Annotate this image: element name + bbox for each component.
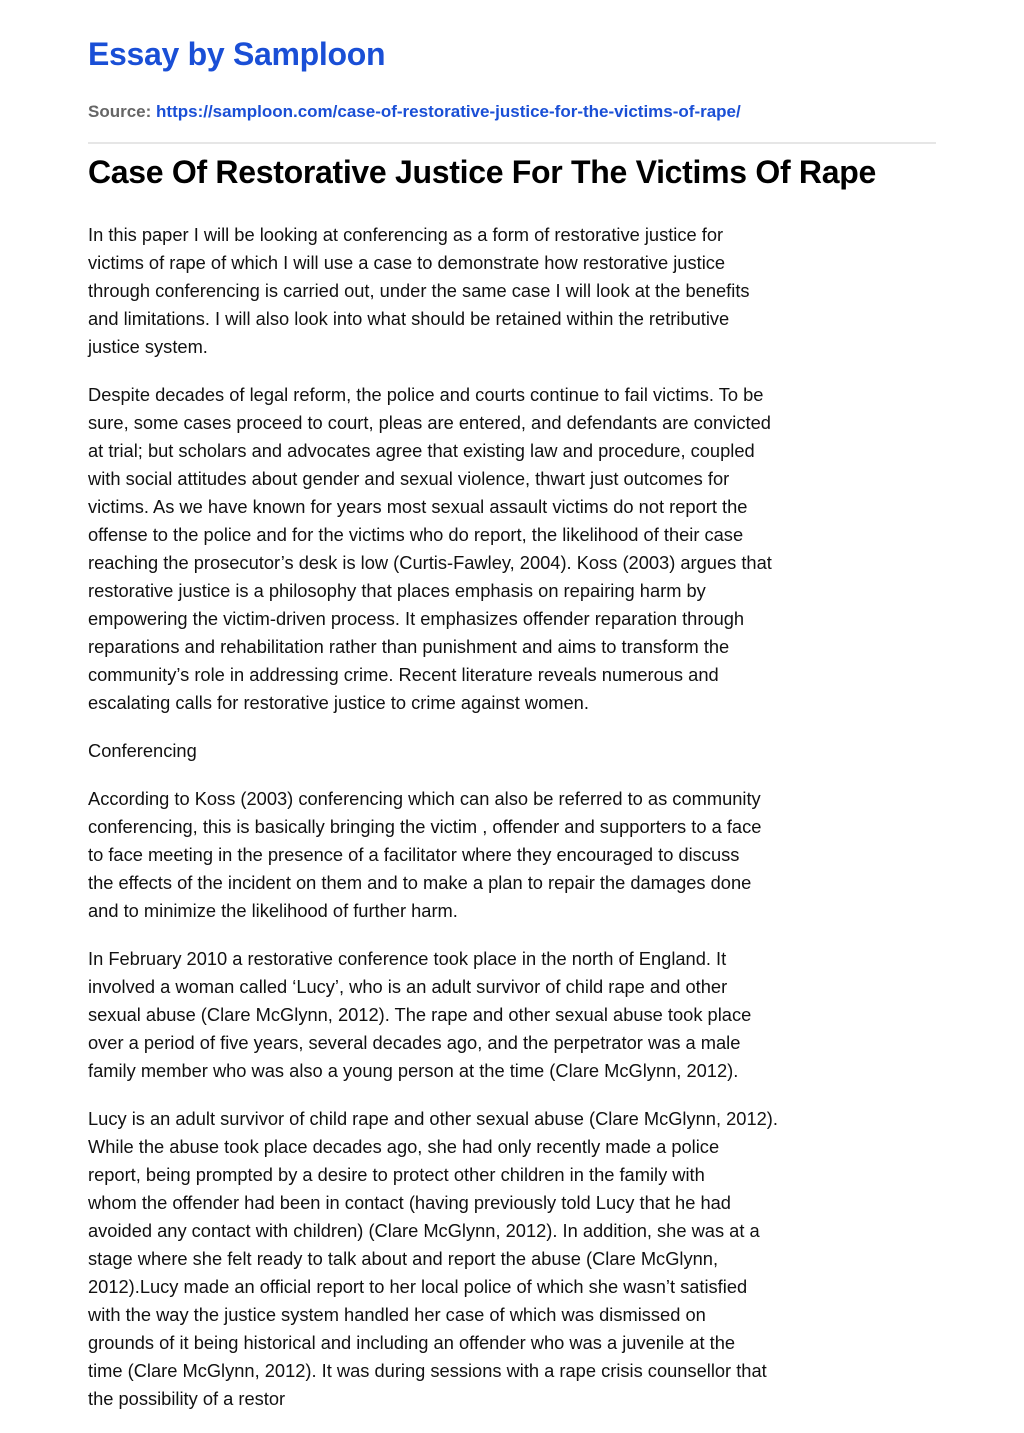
text-line: family member who was also a young person at the time (Clare McGlynn, 2012). xyxy=(88,1060,739,1081)
text-line: victims. As we have known for years most sexual assault victims do not report the xyxy=(88,496,748,517)
paragraph xyxy=(88,221,948,361)
source-line xyxy=(88,102,741,122)
paragraph xyxy=(88,381,948,717)
text-line: community’s role in addressing crime. Recent literature reveals numerous and xyxy=(88,664,719,685)
text-line: conferencing, this is basically bringing the victim , offender and supporters to a face xyxy=(88,816,762,837)
divider xyxy=(88,142,936,144)
source-label: Source: xyxy=(88,102,152,121)
text-line: Despite decades of legal reform, the police and courts continue to fail victims. To be xyxy=(88,384,764,405)
text-line: with social attitudes about gender and sexual violence, thwart just outcomes for xyxy=(88,468,730,489)
text-line: and to minimize the likelihood of further harm. xyxy=(88,900,458,921)
text-line: According to Koss (2003) conferencing which can also be referred to as community xyxy=(88,788,761,809)
text-line: to face meeting in the presence of a facilitator where they encouraged to discuss xyxy=(88,844,740,865)
section-heading xyxy=(88,737,948,765)
text-line: empowering the victim-driven process. It emphasizes offender reparation through xyxy=(88,608,745,629)
essay-body xyxy=(88,221,948,1433)
brand-title: Essay by Samploon xyxy=(88,36,386,72)
text-line: sure, some cases proceed to court, pleas are entered, and defendants are convicted xyxy=(88,412,771,433)
text-line: the effects of the incident on them and to make a plan to repair the damages done xyxy=(88,872,752,893)
text-line: sexual abuse (Clare McGlynn, 2012). The rape and other sexual abuse took place xyxy=(88,1004,752,1025)
text-line: at trial; but scholars and advocates agree that existing law and procedure, coupled xyxy=(88,440,755,461)
text-line: reparations and rehabilitation rather than punishment and aims to transform the xyxy=(88,636,730,657)
text-line: over a period of five years, several decades ago, and the perpetrator was a male xyxy=(88,1032,741,1053)
text-line: stage where she felt ready to talk about and report the abuse (Clare McGlynn, xyxy=(88,1248,719,1269)
text-line: In February 2010 a restorative conference took place in the north of England. It xyxy=(88,948,727,969)
text-line: victims of rape of which I will use a case to demonstrate how restorative justice xyxy=(88,252,726,273)
text-line: 2012).Lucy made an official report to her local police of which she wasn’t satisfied xyxy=(88,1276,748,1297)
text-line: restorative justice is a philosophy that places emphasis on repairing harm by xyxy=(88,580,706,601)
paragraph xyxy=(88,785,948,925)
text-line: with the way the justice system handled her case of which was dismissed on xyxy=(88,1304,706,1325)
text-line: through conferencing is carried out, under the same case I will look at the benefits xyxy=(88,280,750,301)
text-line: reaching the prosecutor’s desk is low (Curtis-Fawley, 2004). Koss (2003) argues that xyxy=(88,552,772,573)
paragraph xyxy=(88,1105,948,1413)
text-line: In this paper I will be looking at conferencing as a form of restorative justice for xyxy=(88,224,724,245)
text-line: justice system. xyxy=(88,336,208,357)
text-line: offense to the police and for the victims who do report, the likelihood of their case xyxy=(88,524,744,545)
text-line: and limitations. I will also look into what should be retained within the retributive xyxy=(88,308,730,329)
essay-title: Case Of Restorative Justice For The Victims Of Rape xyxy=(88,154,876,190)
source-link[interactable]: https://samploon.com/case-of-restorative-justice-for-the-victims-of-rape/ xyxy=(156,102,741,121)
text-line: grounds of it being historical and including an offender who was a juvenile at the xyxy=(88,1332,736,1353)
text-line: While the abuse took place decades ago, she had only recently made a police xyxy=(88,1136,720,1157)
text-line: Lucy is an adult survivor of child rape and other sexual abuse (Clare McGlynn, 2012). xyxy=(88,1108,778,1129)
text-line: Conferencing xyxy=(88,740,197,761)
text-line: avoided any contact with children) (Clare McGlynn, 2012). In addition, she was at a xyxy=(88,1220,760,1241)
text-line: escalating calls for restorative justice to crime against women. xyxy=(88,692,589,713)
text-line: report, being prompted by a desire to protect other children in the family with xyxy=(88,1164,705,1185)
text-line: whom the offender had been in contact (having previously told Lucy that he had xyxy=(88,1192,731,1213)
text-line: involved a woman called ‘Lucy’, who is an adult survivor of child rape and other xyxy=(88,976,728,997)
text-line: the possibility of a restor xyxy=(88,1388,286,1409)
text-line: time (Clare McGlynn, 2012). It was during sessions with a rape crisis counsellor that xyxy=(88,1360,767,1381)
paragraph xyxy=(88,945,948,1085)
